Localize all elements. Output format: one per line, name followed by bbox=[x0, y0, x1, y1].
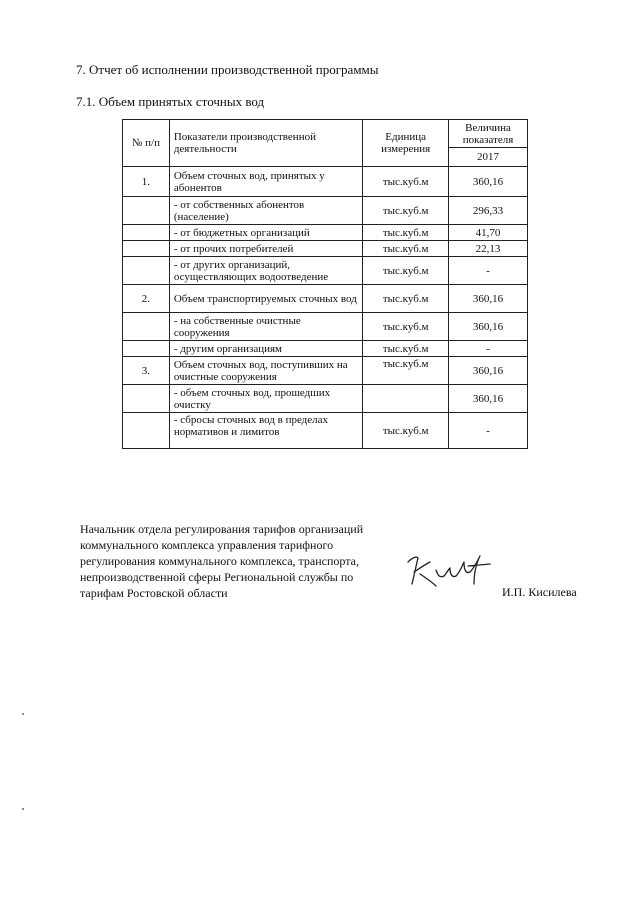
row-num bbox=[123, 341, 170, 357]
row-indicator: - от собственных абонентов (население) bbox=[169, 197, 362, 225]
row-indicator: Объем сточных вод, поступивших на очистные сооружения bbox=[169, 357, 362, 385]
section-title: 7. Отчет об исполнении производственной программы bbox=[76, 62, 379, 77]
row-unit: тыс.куб.м bbox=[363, 413, 449, 449]
row-num bbox=[123, 197, 170, 225]
row-unit: тыс.куб.м bbox=[363, 257, 449, 285]
row-indicator: - объем сточных вод, прошедших очистку bbox=[169, 385, 362, 413]
table-row bbox=[123, 313, 528, 341]
row-unit: тыс.куб.м bbox=[363, 357, 449, 385]
signer-position-line: коммунального комплекса управления тарифного bbox=[80, 538, 334, 552]
row-num bbox=[123, 413, 170, 449]
signer-position-line: Начальник отдела регулирования тарифов организаций bbox=[80, 522, 364, 536]
row-value: 360,16 bbox=[449, 167, 528, 197]
header-indicator: Показатели производственной деятельности bbox=[169, 120, 362, 167]
section-subtitle: 7.1. Объем принятых сточных вод bbox=[76, 94, 265, 109]
row-indicator: - от других организаций, осуществляющих водоотведение bbox=[169, 257, 362, 285]
table-row bbox=[123, 357, 528, 385]
handwritten-signature bbox=[402, 548, 492, 590]
row-indicator: Объем транспортируемых сточных вод bbox=[169, 285, 362, 313]
row-value: 360,16 bbox=[449, 285, 528, 313]
row-value: 41,70 bbox=[449, 225, 528, 241]
table-row bbox=[123, 385, 528, 413]
row-value: 360,16 bbox=[449, 313, 528, 341]
row-indicator: - сбросы сточных вод в пределах нормативов и лимитов bbox=[169, 413, 362, 449]
signer-name: И.П. Кисилева bbox=[502, 585, 577, 599]
row-num: 3. bbox=[123, 357, 170, 385]
table-row bbox=[123, 225, 528, 241]
row-value: 360,16 bbox=[449, 385, 528, 413]
row-value: 360,16 bbox=[449, 357, 528, 385]
row-unit: тыс.куб.м bbox=[363, 285, 449, 313]
header-year: 2017 bbox=[449, 148, 528, 167]
row-value: - bbox=[449, 413, 528, 449]
row-unit bbox=[363, 385, 449, 413]
row-value: - bbox=[449, 341, 528, 357]
row-num bbox=[123, 313, 170, 341]
header-unit: Единица измерения bbox=[363, 120, 449, 167]
table-row bbox=[123, 341, 528, 357]
row-indicator: - от прочих потребителей bbox=[169, 241, 362, 257]
row-num: 1. bbox=[123, 167, 170, 197]
table-row bbox=[123, 241, 528, 257]
row-unit: тыс.куб.м bbox=[363, 167, 449, 197]
table-row bbox=[123, 167, 528, 197]
row-unit: тыс.куб.м bbox=[363, 241, 449, 257]
row-value: 296,33 bbox=[449, 197, 528, 225]
header-value: Величина показателя bbox=[449, 120, 528, 148]
signer-position-line: тарифам Ростовской области bbox=[80, 586, 228, 600]
row-num bbox=[123, 257, 170, 285]
row-indicator: - от бюджетных организаций bbox=[169, 225, 362, 241]
row-unit: тыс.куб.м bbox=[363, 313, 449, 341]
signer-position bbox=[80, 521, 410, 601]
table-row bbox=[123, 257, 528, 285]
table-row bbox=[123, 413, 528, 449]
row-unit: тыс.куб.м bbox=[363, 197, 449, 225]
signer-position-line: регулирования коммунального комплекса, транспорта, bbox=[80, 554, 359, 568]
signer-position-line: непроизводственной сферы Региональной службы по bbox=[80, 570, 354, 584]
header-num: № п/п bbox=[123, 120, 170, 167]
row-indicator: - на собственные очистные сооружения bbox=[169, 313, 362, 341]
table-row bbox=[123, 285, 528, 313]
row-unit: тыс.куб.м bbox=[363, 225, 449, 241]
row-num: 2. bbox=[123, 285, 170, 313]
row-num bbox=[123, 241, 170, 257]
row-num bbox=[123, 385, 170, 413]
scan-speck bbox=[22, 808, 24, 810]
table-row bbox=[123, 197, 528, 225]
wastewater-table bbox=[122, 119, 528, 449]
row-value: 22,13 bbox=[449, 241, 528, 257]
row-indicator: - другим организациям bbox=[169, 341, 362, 357]
row-num bbox=[123, 225, 170, 241]
row-value: - bbox=[449, 257, 528, 285]
row-unit: тыс.куб.м bbox=[363, 341, 449, 357]
row-indicator: Объем сточных вод, принятых у абонентов bbox=[169, 167, 362, 197]
scan-speck bbox=[22, 713, 24, 715]
